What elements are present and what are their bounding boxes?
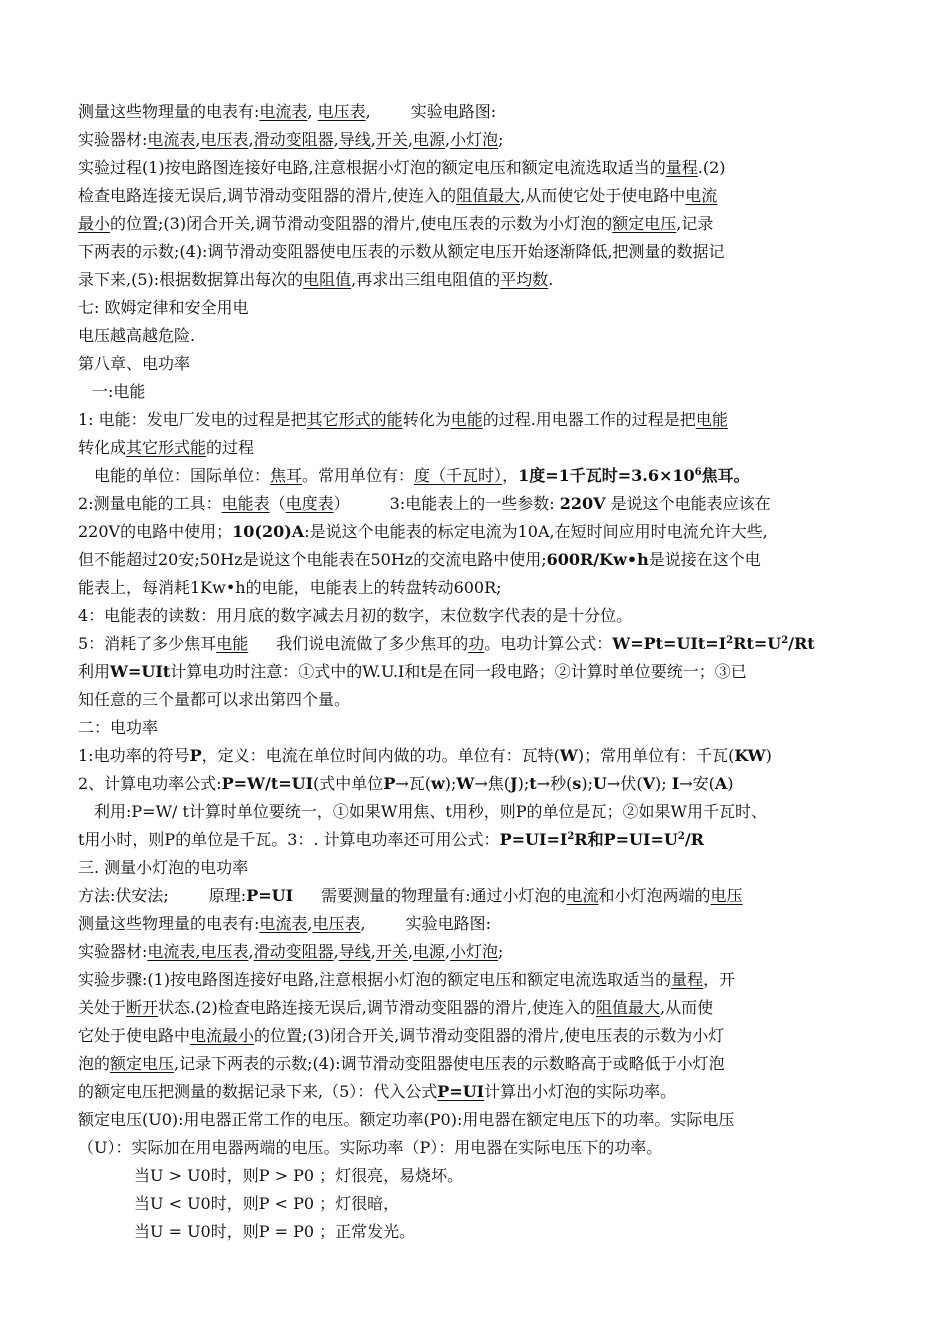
underlined-term: 电能	[695, 410, 728, 429]
text-run: 3:电能表上的一些参数:	[389, 494, 560, 513]
underlined-term: 功	[468, 634, 485, 653]
text-run: 检查电路连接无误后,调节滑动变阻器的滑片,使连入的	[78, 186, 457, 205]
text-run: 第八章、电功率	[78, 354, 191, 373]
text-line	[78, 630, 884, 658]
text-run: 测量这些物理量的电表有:	[78, 914, 260, 933]
text-run: 利用:P=W/ t计算时单位要统一，①如果W用焦、t用秒，则P的单位是瓦；②如果W用千瓦时、	[94, 802, 768, 821]
bold-text: Rt=U	[733, 634, 782, 653]
text-run: ,记录下两表的示数;(4):调节滑动变阻器使电压表的示数略高于或略低于小灯泡	[174, 1054, 725, 1073]
text-line	[78, 406, 884, 434]
bold-text: 6	[694, 467, 702, 478]
text-run: （U）：实际加在用电器两端的电压。实际功率（P）：用电器在实际电压下的功率。	[78, 1138, 663, 1157]
text-run: 1:电功率的符号	[78, 746, 190, 765]
text-line	[78, 350, 884, 378]
text-run: ,	[307, 914, 313, 933]
bold-text: U	[592, 774, 607, 793]
text-run: ,	[307, 102, 318, 121]
bold-text: 2	[567, 831, 575, 842]
underlined-term: 开关	[375, 942, 408, 961]
text-line	[78, 154, 884, 182]
bold-text: W	[456, 774, 475, 793]
text-run: 的过程.用电器工作的过程是把	[482, 410, 696, 429]
underlined-term: 电流表	[259, 102, 308, 121]
text-run: 当U > U0时，则P > P0 ；灯很亮，易烧坏。	[134, 1166, 464, 1185]
underlined-term: 平均数	[500, 270, 549, 289]
text-line	[78, 938, 884, 966]
text-run: 能表上，每消耗1Kw•h的电能，电能表上的转盘转动600R;	[78, 578, 502, 597]
text-run: ,记录	[676, 214, 714, 233]
underlined-term: 滑动变阻器	[253, 942, 334, 961]
text-line	[78, 518, 884, 546]
text-run: 方法:伏安法;	[78, 886, 169, 905]
text-run: 状态.(2)检查电路连接无误后,调节滑动变阻器的滑片,使连入的	[158, 998, 596, 1017]
text-run: 转化成	[78, 438, 127, 457]
bold-text: P=UI	[246, 886, 294, 905]
bold-text: J	[510, 774, 518, 793]
text-run: 的额定电压把测量的数据记录下来,（5）：代入公式	[78, 1082, 438, 1101]
text-run: 泡的	[78, 1054, 111, 1073]
text-run: →焦(	[474, 774, 511, 793]
underlined-term: 电流表,电压表	[147, 942, 249, 961]
bold-text: KW	[734, 746, 766, 765]
text-line	[78, 1050, 884, 1078]
bold-text: /R	[684, 830, 704, 849]
text-run: 额定电压(U0):用电器正常工作的电压。额定功率(P0):用电器在额定电压下的功率。实际电压	[78, 1110, 735, 1129]
underlined-term: 电度表	[285, 494, 334, 513]
underlined-term: 小灯泡	[450, 130, 499, 149]
text-run: ,从而使	[659, 998, 714, 1017]
underlined-term: 电流表	[147, 130, 196, 149]
text-line	[78, 238, 884, 266]
text-run: ，开	[703, 970, 736, 989]
underlined-term: 额定电压	[110, 1054, 175, 1073]
bold-text: P=W/t=UI	[221, 774, 314, 793]
underlined-term: 电能	[450, 410, 483, 429]
text-run: 是说接在这个电	[648, 550, 761, 569]
text-run: 220V的电路中使用；	[78, 522, 233, 541]
text-line	[78, 1134, 884, 1162]
text-run: →瓦(	[395, 774, 431, 793]
text-run: 二：电功率	[78, 718, 159, 737]
text-run: ，定义：电流在单位时间内做的功。单位有：瓦特(	[201, 746, 560, 765]
text-line	[78, 378, 884, 406]
underlined-term: 电压表	[312, 914, 361, 933]
underlined-term: 小灯泡	[450, 942, 499, 961]
underlined-term: 电流	[685, 186, 718, 205]
text-run: ,再求出三组电阻值的	[351, 270, 501, 289]
text-run: 实验过程(1)按电路图连接好电路,注意根据小灯泡的额定电压和额定电流选取适当的	[78, 158, 666, 177]
text-run: 三. 测量小灯泡的电功率	[78, 858, 249, 877]
underlined-term: 阻值最大	[456, 186, 521, 205]
text-run: ,	[370, 942, 376, 961]
text-run: ,从而使它处于使电路中	[520, 186, 686, 205]
text-run: 它处于使电路中	[78, 1026, 191, 1045]
underlined-term: 导线	[338, 130, 371, 149]
bold-text: P	[383, 774, 396, 793]
text-run: 关处于	[78, 998, 127, 1017]
underlined-term: 度（千瓦时）	[414, 466, 503, 485]
bold-text: 10(20)A	[232, 522, 305, 541]
text-line	[78, 714, 884, 742]
text-run: 电压越高越危险.	[78, 326, 196, 345]
underlined-term: 电压表	[200, 130, 249, 149]
text-run: 下两表的示数;(4):调节滑动变阻器使电压表的示数从额定电压开始逐渐降低,把测量的数据记	[78, 242, 725, 261]
underlined-term: P=UI	[437, 1082, 485, 1101]
text-line	[78, 126, 884, 154]
text-run: );	[655, 774, 672, 793]
text-run: →安(	[679, 774, 715, 793]
text-line	[78, 490, 884, 518]
text-run: .(2)	[697, 158, 726, 177]
text-run: ,	[365, 102, 371, 121]
text-run: 我们说电流做了多少焦耳的	[276, 634, 469, 653]
text-run: 的位置;(3)闭合开关,调节滑动变阻器的滑片,使电压表的示数为小灯泡的	[110, 214, 613, 233]
text-run: ,	[195, 130, 201, 149]
text-run: 和小灯泡两端的	[598, 886, 711, 905]
bold-text: V	[642, 774, 655, 793]
bold-text: 2	[677, 831, 685, 842]
bold-text: W=UIt	[110, 662, 171, 681]
bold-text: 600R/Kw•h	[546, 550, 649, 569]
text-run: )	[727, 774, 734, 793]
text-run: 。电功计算公式：	[484, 634, 613, 653]
text-line	[78, 574, 884, 602]
text-run: ;	[498, 942, 504, 961]
text-run: t用小时，则P的单位是千瓦。3：. 计算电功率还可用公式：	[78, 830, 500, 849]
text-run: )；常用单位有：千瓦(	[577, 746, 735, 765]
bold-text: 1度=1千瓦时=3.6×10	[518, 466, 695, 485]
text-run: 利用	[78, 662, 111, 681]
bold-text: W	[559, 746, 578, 765]
text-run: 1: 电能：发电厂发电的过程是把	[78, 410, 307, 429]
text-run: :是说这个电能表的标定电流为10A,在短时间应用时电流允许大些,	[304, 522, 768, 541]
bold-text: P	[189, 746, 202, 765]
underlined-term: 电能表	[221, 494, 270, 513]
underlined-term: 最小	[78, 214, 111, 233]
bold-text: /Rt	[788, 634, 815, 653]
text-run: 转化为	[402, 410, 451, 429]
underlined-term: 断开	[126, 998, 159, 1017]
text-run: 2:测量电能的工具：	[78, 494, 222, 513]
bold-text: 2	[781, 635, 789, 646]
text-run: 当U = U0时，则P = P0 ；正常发光。	[134, 1222, 416, 1241]
text-run: 原理:	[208, 886, 247, 905]
text-line	[78, 602, 884, 630]
text-run: );	[444, 774, 457, 793]
text-line	[78, 1162, 884, 1190]
text-line	[78, 210, 884, 238]
underlined-term: 量程	[671, 970, 704, 989]
text-run: ）	[333, 494, 350, 513]
text-line	[78, 994, 884, 1022]
text-line	[78, 798, 884, 826]
text-run: 是说这个电能表应该在	[605, 494, 771, 513]
underlined-term: 电压表	[317, 102, 366, 121]
text-line	[78, 434, 884, 462]
text-run: 实验步骤:(1)按电路图连接好电路,注意根据小灯泡的额定电压和额定电流选取适当的	[78, 970, 672, 989]
underlined-term: 开关	[375, 130, 408, 149]
text-run: 但不能超过20安;50Hz是说这个电能表在50Hz的交流电路中使用;	[78, 550, 547, 569]
text-run: 电能的单位：国际单位：	[94, 466, 271, 485]
bold-text: 焦耳。	[701, 466, 750, 485]
text-run: →伏(	[606, 774, 643, 793]
underlined-term: 电压	[710, 886, 743, 905]
underlined-term: 电流表	[259, 914, 308, 933]
text-run: 的位置;(3)闭合开关,调节滑动变阻器的滑片,使电压表的示数为小灯	[254, 1026, 725, 1045]
text-line	[78, 826, 884, 854]
bold-text: w	[431, 774, 445, 793]
text-line	[78, 462, 884, 490]
text-run: ,	[333, 130, 339, 149]
text-line	[78, 98, 884, 126]
text-run: ,	[360, 914, 366, 933]
text-run: ,	[248, 130, 254, 149]
underlined-term: 阻值最大	[595, 998, 660, 1017]
underlined-term: 电源	[412, 130, 445, 149]
text-run: 4：电能表的读数：用月底的数字减去月初的数字，末位数字代表的是十分位。	[78, 606, 633, 625]
text-run: .	[548, 270, 554, 289]
text-run: ,	[444, 942, 451, 961]
text-line	[78, 854, 884, 882]
text-run: 的过程	[206, 438, 255, 457]
text-run: 知任意的三个量都可以求出第四个量。	[78, 690, 351, 709]
underlined-term: 电能	[216, 634, 249, 653]
text-run: 当U < U0时，则P < P0 ；灯很暗，	[134, 1194, 400, 1213]
text-run: 计算电功时注意：①式中的W.U.I和t是在同一段电路；②计算时单位要统一；③已	[170, 662, 747, 681]
text-line	[78, 1190, 884, 1218]
text-run: 测量这些物理量的电表有:	[78, 102, 260, 121]
underlined-term: 电流	[566, 886, 599, 905]
bold-text: s	[572, 774, 582, 793]
text-run: );	[517, 774, 530, 793]
text-run: 实验电路图:	[410, 102, 497, 121]
text-line	[78, 1078, 884, 1106]
text-run: →秒(	[536, 774, 573, 793]
text-run: 计算出小灯泡的实际功率。	[484, 1082, 677, 1101]
text-run: 需要测量的物理量有:通过小灯泡的	[321, 886, 567, 905]
text-run: 实验器材:	[78, 130, 148, 149]
bold-text: P=UI=I	[499, 830, 568, 849]
bold-text: A	[714, 774, 728, 793]
text-line	[78, 1022, 884, 1050]
text-run: )	[765, 746, 772, 765]
bold-text: t	[529, 774, 537, 793]
text-run: ,	[407, 130, 413, 149]
bold-text: 220V	[559, 494, 606, 513]
text-line	[78, 770, 884, 798]
text-line	[78, 322, 884, 350]
underlined-term: 电阻值	[303, 270, 352, 289]
text-line	[78, 910, 884, 938]
text-run: 。常用单位有：	[302, 466, 415, 485]
text-line	[78, 966, 884, 994]
text-run: ,	[444, 130, 451, 149]
text-line	[78, 686, 884, 714]
text-line	[78, 882, 884, 910]
text-line	[78, 294, 884, 322]
underlined-term: 导线	[338, 942, 371, 961]
bold-text: R和P=UI=U	[574, 830, 678, 849]
text-line	[78, 742, 884, 770]
underlined-term: 其它形式能	[126, 438, 207, 457]
underlined-term: 滑动变阻器	[253, 130, 334, 149]
underlined-term: 电源	[412, 942, 445, 961]
text-line	[78, 266, 884, 294]
text-run: 一:电能	[92, 382, 146, 401]
bold-text: 2	[726, 635, 734, 646]
underlined-term: 额定电压	[612, 214, 677, 233]
text-run: 实验电路图:	[405, 914, 492, 933]
bold-text: W=Pt=UIt=I	[612, 634, 727, 653]
text-run: 实验器材:	[78, 942, 148, 961]
text-line	[78, 658, 884, 686]
text-run: ,	[248, 942, 254, 961]
text-run: ,	[333, 942, 339, 961]
text-line	[78, 182, 884, 210]
underlined-term: 焦耳	[270, 466, 303, 485]
bold-text: I	[671, 774, 680, 793]
text-run: ，	[502, 466, 519, 485]
text-run: 录下来,(5):根据数据算出每次的	[78, 270, 304, 289]
text-run: ,	[407, 942, 413, 961]
text-run: 2、计算电功率公式:	[78, 774, 222, 793]
text-run: (式中单位	[313, 774, 384, 793]
text-run: );	[581, 774, 593, 793]
text-line	[78, 1106, 884, 1134]
text-run: ;	[498, 130, 504, 149]
underlined-term: 量程	[665, 158, 698, 177]
text-run: ,	[370, 130, 376, 149]
text-run: （	[269, 494, 286, 513]
text-line	[78, 546, 884, 574]
text-line	[78, 1218, 884, 1246]
underlined-term: 其它形式的能	[306, 410, 403, 429]
text-run: 七: 欧姆定律和安全用电	[78, 298, 249, 317]
underlined-term: 电流最小	[190, 1026, 255, 1045]
text-run: 5：消耗了多少焦耳	[78, 634, 217, 653]
